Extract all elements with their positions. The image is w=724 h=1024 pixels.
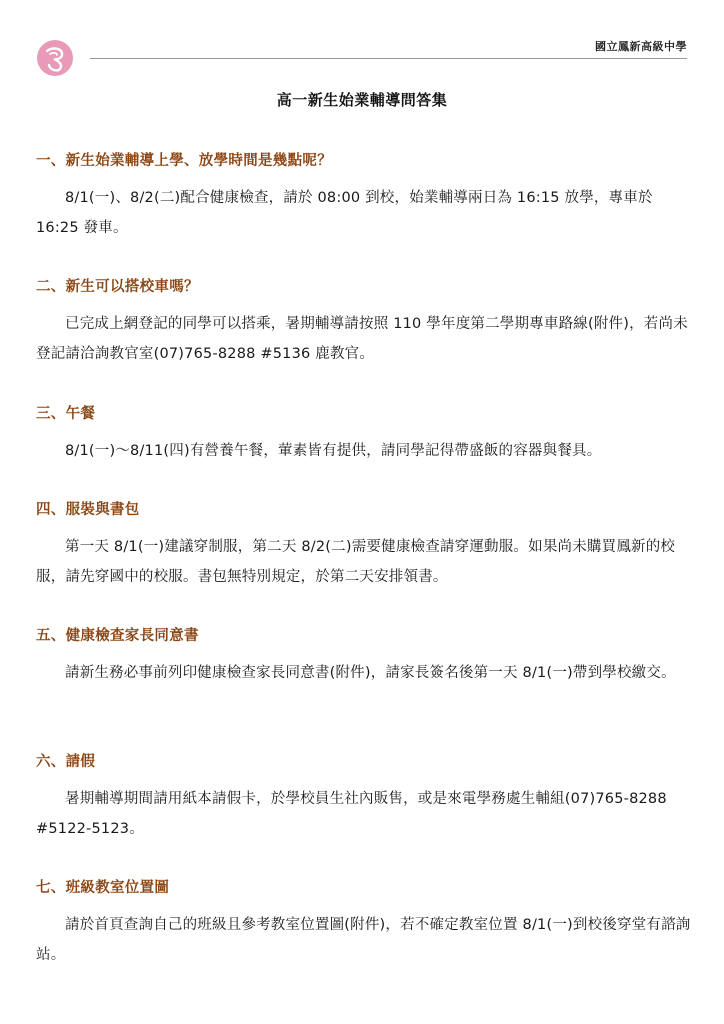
- section-7: [36, 878, 692, 970]
- section-heading: 五、健康檢查家長同意書: [36, 628, 199, 644]
- section-heading: 七、班級教室位置圖: [36, 880, 170, 896]
- section-body: 請於首頁查詢自己的班級且參考教室位置圖(附件)，若不確定教室位置 8/1(一)到校後穿堂有諮詢站。: [36, 917, 691, 963]
- section-5: [36, 626, 692, 688]
- section-body: 第一天 8/1(一)建議穿制服，第二天 8/2(二)需要健康檢查請穿運動服。如果尚未購買鳳新的校服，請先穿國中的校服。書包無特別規定，於第二天安排領書。: [36, 539, 676, 585]
- page-title: 高一新生始業輔導問答集: [276, 91, 448, 109]
- section-6: [36, 752, 692, 844]
- school-logo: [36, 39, 74, 77]
- section-body: 已完成上網登記的同學可以搭乘，暑期輔導請按照 110 學年度第二學期專車路線(附件)，若尚未登記請洽詢教官室(07)765-8288 #5136 鹿教官。: [36, 316, 688, 362]
- section-body: 請新生務必事前列印健康檢查家長同意書(附件)，請家長簽名後第一天 8/1(一)帶到學校繳交。: [65, 665, 676, 681]
- school-logo-icon: [36, 39, 74, 77]
- section-heading: 四、服裝與書包: [36, 502, 140, 518]
- school-name: 國立鳳新高級中學: [595, 40, 687, 53]
- section-1: [36, 151, 692, 243]
- section-heading: 三、午餐: [36, 406, 96, 422]
- section-body: 暑期輔導期間請用紙本請假卡，於學校員生社內販售，或是來電學務處生輔組(07)765-8288 #5122-5123。: [36, 791, 667, 837]
- section-4: [36, 500, 692, 592]
- section-body: 8/1(一)～8/11(四)有營養午餐，葷素皆有提供，請同學記得帶盛飯的容器與餐具。: [65, 443, 602, 459]
- header-divider: [90, 58, 687, 59]
- section-heading: 一、新生始業輔導上學、放學時間是幾點呢？: [36, 153, 332, 169]
- section-heading: 二、新生可以搭校車嗎？: [36, 279, 199, 295]
- section-body: 8/1(一)、8/2(二)配合健康檢查，請於 08:00 到校，始業輔導兩日為 16:15 放學，專車於 16:25 發車。: [36, 190, 653, 236]
- section-2: [36, 277, 692, 369]
- section-heading: 六、請假: [36, 754, 96, 770]
- section-3: [36, 404, 692, 466]
